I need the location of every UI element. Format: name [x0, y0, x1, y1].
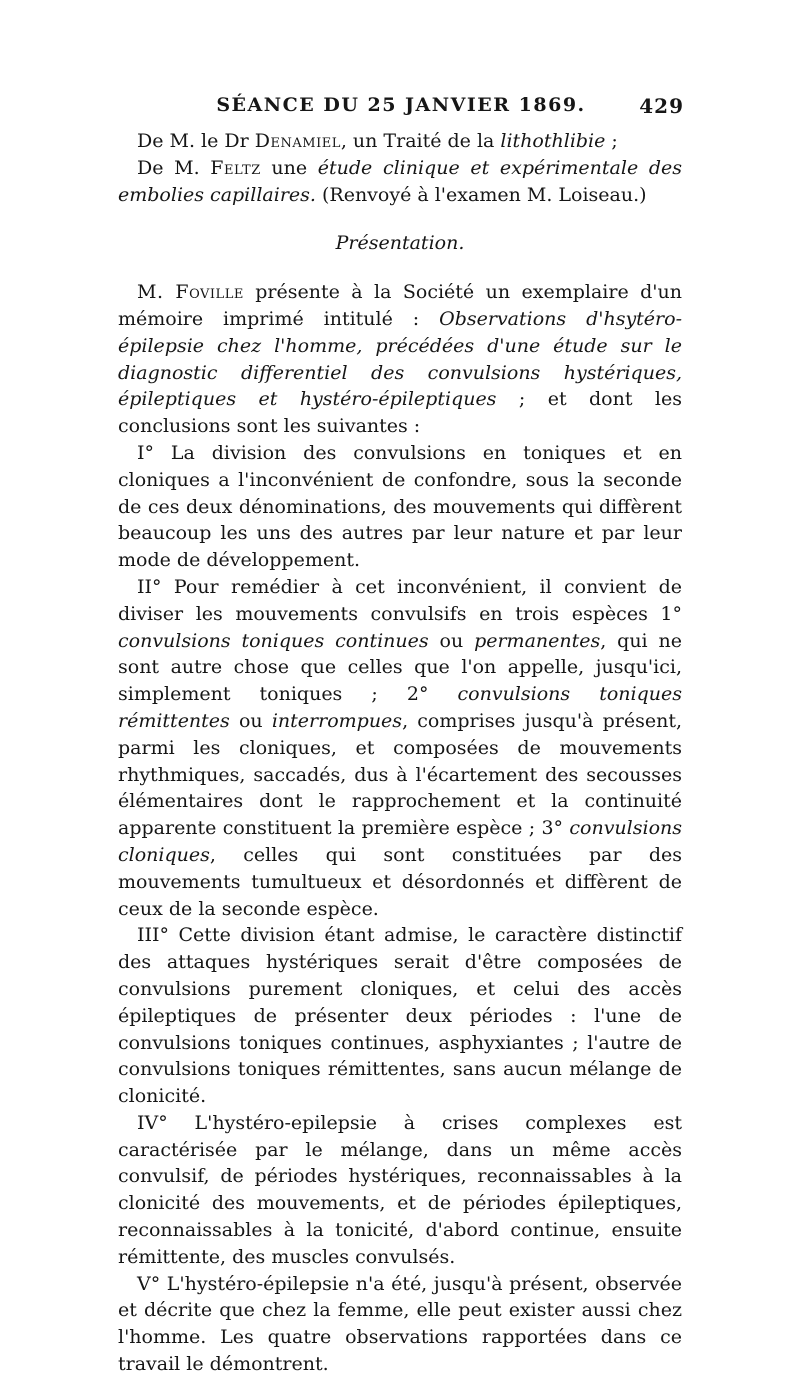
memoir-title: Observations d'hsytéro-épilepsie chez l'homme, précédées d'une étude sur le diagnostic differentiel des convulsions hystériques, épileptiques et hystéro-épileptiques [118, 307, 682, 411]
donation-end: (Renvoyé à l'examen M. Loiseau.) [315, 183, 647, 206]
presentation-text-end: ; et dont les conclusions sont les suivantes : [118, 388, 682, 438]
donor-name: Feltz [210, 156, 261, 179]
page-number: 429 [639, 94, 684, 118]
term: convulsions toniques continues [118, 629, 429, 652]
donation-text: , un Traité de la [340, 130, 501, 152]
body-text [118, 128, 682, 1378]
running-header [118, 94, 684, 124]
donation-prefix: De M. le Dr [137, 130, 255, 152]
donation-paragraph-denamiel [118, 128, 682, 155]
text-run: , celles qui sont constituées par des mouvements tumultueux et désordonnés et diffèrent de ceux de la seconde espèce. [118, 843, 682, 920]
conclusion-4: IV° L'hystéro-epilepsie à crises complexes est caractérisée par le mélange, dans un même accès convulsif, de périodes hystériques, reconnaissables à la clonicité des mouvements, et de périodes épileptiques, reconnaissables à la tonicité, d'abord continue, ensuite rémittente, des muscles convulsés. [118, 1111, 682, 1268]
text-run: ou [428, 629, 475, 652]
text-run: II° Pour remédier à cet inconvénient, il convient de diviser les mouvements convulsifs en trois espèces 1° [118, 575, 682, 625]
conclusion-5: V° L'hystéro-épilepsie n'a été, jusqu'à présent, observée et décrite que chez la femme, elle peut exister aussi chez l'homme. Les quatre observations rapportées dans ce travail le démontrent. [118, 1272, 682, 1376]
text-run: ou [229, 709, 272, 732]
donation-text: une [260, 156, 318, 179]
term: convulsions toniques rémittentes [118, 683, 682, 732]
donor-name: Denamiel [254, 130, 341, 152]
term: convulsions cloniques [118, 817, 682, 866]
text-run: , comprises jusqu'à présent, parmi les cloniques, et composées de mouvements rhythmiques, saccadés, dus à l'écartement des secousses élémentaires dont le rapprochement et la continuité apparente constituent la première espèce ; 3° [118, 709, 683, 840]
conclusion-2 [118, 574, 682, 922]
presenter-name: M. Foville [137, 281, 244, 304]
conclusion-3: III° Cette division étant admise, le caractère distinctif des attaques hystériques serait d'être composées de convulsions purement cloniques, et celui des accès épileptiques de présenter deux périodes : l'une de convulsions toniques continues, asphyxiantes ; l'autre de convulsions toniques rémittentes, sans aucun mélange de clonicité. [118, 924, 682, 1108]
work-title: étude clinique et expérimentale des embolies capillaires. [118, 156, 682, 206]
term: interrompues [271, 709, 403, 732]
presentation-text: présente à la Société un exemplaire d'un mémoire imprimé intitulé : [118, 281, 682, 330]
donation-end: ; [605, 130, 618, 152]
presentation-paragraph [118, 279, 682, 440]
work-title: lithothlibie [500, 130, 606, 152]
term: permanentes [474, 629, 601, 652]
donation-prefix: De M. [137, 156, 211, 179]
donation-paragraph-feltz [118, 155, 682, 209]
conclusion-1: I° La division des convulsions en toniques et en cloniques a l'inconvénient de confondre, sous la seconde de ces deux dénominations, des mouvements qui diffèrent beaucoup les uns des autres par leur nature et par leur mode de développement. [118, 441, 682, 572]
text-run: , qui ne sont autre chose que celles que l'on appelle, jusqu'ici, simplement toniques ; 2° [118, 629, 682, 706]
running-title: SÉANCE DU 25 JANVIER 1869. [216, 94, 586, 116]
section-heading: Présentation. [335, 232, 465, 255]
